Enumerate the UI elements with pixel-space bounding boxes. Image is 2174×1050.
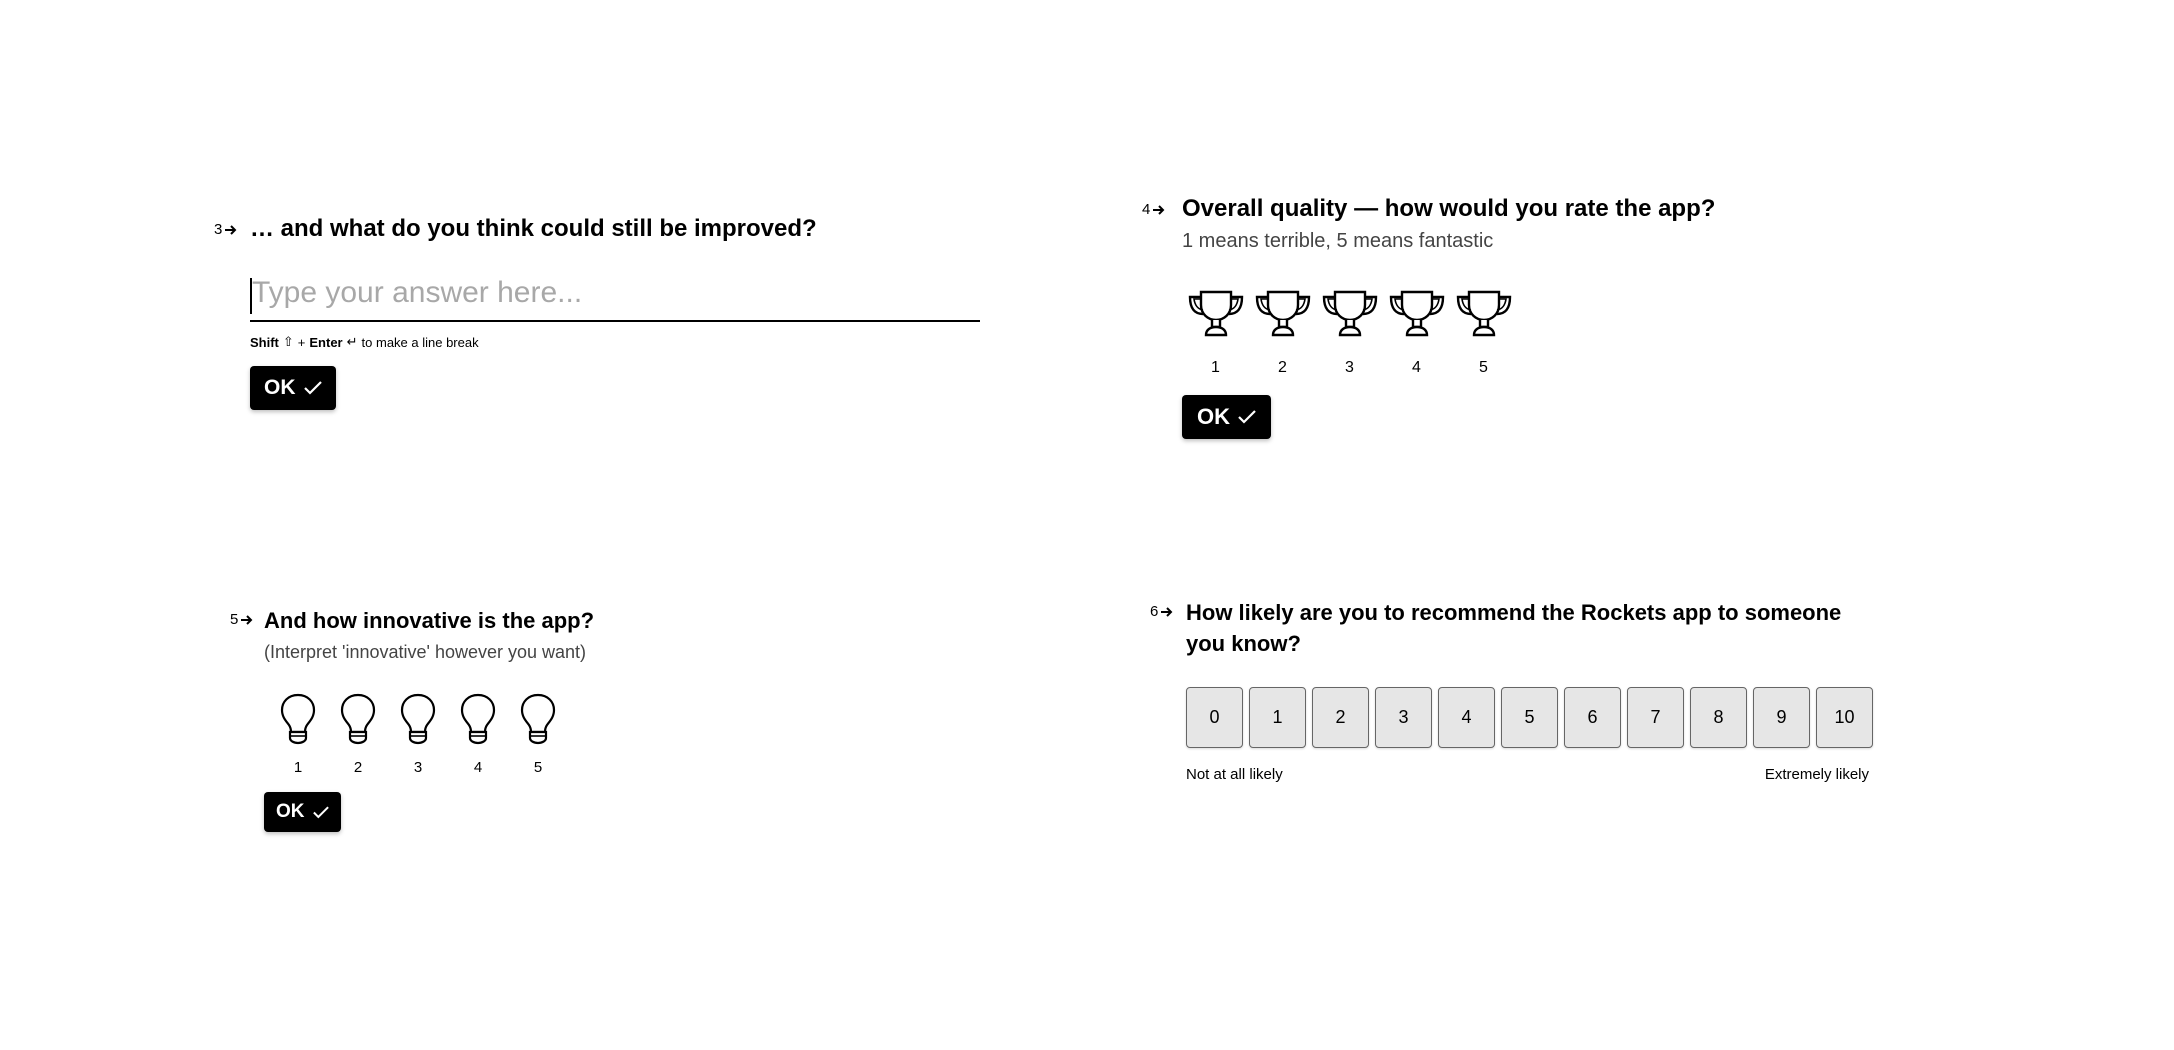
check-icon [1238,410,1256,424]
lightbulb-option-3[interactable] [388,693,448,776]
rating-number: 5 [1479,359,1488,376]
nps-option-9[interactable]: 9 [1753,687,1810,748]
enter-key-icon: ↵ [346,334,358,349]
lightbulb-option-1[interactable] [268,693,328,776]
trophy-option-5[interactable] [1450,289,1517,377]
trophy-icon [1386,289,1448,339]
nps-option-5[interactable]: 5 [1501,687,1558,748]
question-number [1150,603,1174,620]
lightbulb-option-2[interactable] [328,693,388,776]
rating-number: 3 [1345,359,1354,376]
arrow-right-icon [1160,606,1174,618]
line-break-hint [250,334,980,350]
lightbulb-icon [280,693,316,745]
question-6 [1150,597,1876,783]
text-caret [250,278,252,314]
trophy-option-1[interactable] [1182,289,1249,377]
nps-option-1[interactable]: 1 [1249,687,1306,748]
title-suffix: is the app? [471,608,595,633]
trophy-icon [1319,289,1381,339]
lightbulb-option-5[interactable] [508,693,568,776]
nps-option-0[interactable]: 0 [1186,687,1243,748]
nps-option-3[interactable]: 3 [1375,687,1432,748]
question-4 [1142,193,1882,439]
rating-number: 1 [293,759,303,776]
trophy-icon [1185,289,1247,339]
hint-enter: Enter [309,334,343,350]
question-title [1186,597,1876,659]
question-title [264,605,964,636]
trophy-option-2[interactable] [1249,289,1316,377]
title-text: And how [264,608,363,633]
question-5 [230,605,964,832]
question-number-label: 6 [1150,603,1159,620]
hint-plus: + [297,334,306,350]
question-number-label: 3 [214,221,223,238]
trophy-rating [1182,289,1882,377]
ok-label: OK [264,376,296,399]
question-title [1182,193,1882,224]
trophy-option-4[interactable] [1383,289,1450,377]
lightbulb-option-4[interactable] [448,693,508,776]
nps-label-high: Extremely likely [1764,766,1869,783]
title-suffix: the Rockets app to someone you know? [1186,600,1842,656]
title-bold: innovative [362,608,472,633]
nps-option-10[interactable]: 10 [1816,687,1873,748]
lightbulb-icon [400,693,436,745]
ok-button[interactable] [264,792,341,832]
trophy-icon [1252,289,1314,339]
question-subtitle: (Interpret 'innovative' however you want) [264,642,587,662]
question-number [214,221,238,238]
question-number-label: 5 [230,611,239,628]
rating-number: 2 [353,759,363,776]
ok-label: OK [1197,404,1230,429]
nps-option-4[interactable]: 4 [1438,687,1495,748]
lightbulb-icon [460,693,496,745]
answer-input[interactable] [250,274,980,318]
rating-number: 4 [473,759,483,776]
nps-option-6[interactable]: 6 [1564,687,1621,748]
rating-number: 5 [533,759,543,776]
nps-option-7[interactable]: 7 [1627,687,1684,748]
lightbulb-icon [520,693,556,745]
lightbulb-rating [268,693,964,776]
title-bold: recommend [1410,600,1536,625]
question-title [250,213,980,244]
ok-button[interactable] [1182,395,1271,439]
nps-scale [1186,687,1876,748]
title-suffix: ? [802,215,817,242]
rating-number: 2 [1278,359,1287,376]
title-bold: improved [694,215,803,242]
question-subtitle: 1 means terrible, 5 means fantastic [1182,230,1494,252]
nps-option-2[interactable]: 2 [1312,687,1369,748]
rating-number: 1 [1211,359,1220,376]
title-text: … and what do you think could still be [250,215,695,242]
question-3 [214,213,980,410]
shift-key-icon: ⇧ [282,334,294,349]
title-text: How likely are you to [1186,600,1411,625]
arrow-right-icon [1152,204,1166,216]
trophy-option-3[interactable] [1316,289,1383,377]
trophy-icon [1453,289,1515,339]
question-number-label: 4 [1142,201,1151,218]
rating-number: 4 [1412,359,1421,376]
nps-option-8[interactable]: 8 [1690,687,1747,748]
check-icon [313,806,329,819]
hint-shift: Shift [250,334,279,350]
question-number [230,611,254,628]
nps-labels [1186,766,1869,783]
lightbulb-icon [340,693,376,745]
nps-label-low: Not at all likely [1186,766,1283,783]
arrow-right-icon [224,224,238,236]
check-icon [304,381,322,395]
ok-label: OK [276,801,305,822]
arrow-right-icon [240,614,254,626]
ok-button[interactable] [250,366,336,410]
title-suffix: — how would you rate the app? [1347,195,1716,222]
rating-number: 3 [413,759,423,776]
title-bold: Overall quality [1182,195,1348,222]
question-number [1142,201,1166,218]
answer-field [250,274,980,322]
hint-text: to make a line break [361,334,479,350]
